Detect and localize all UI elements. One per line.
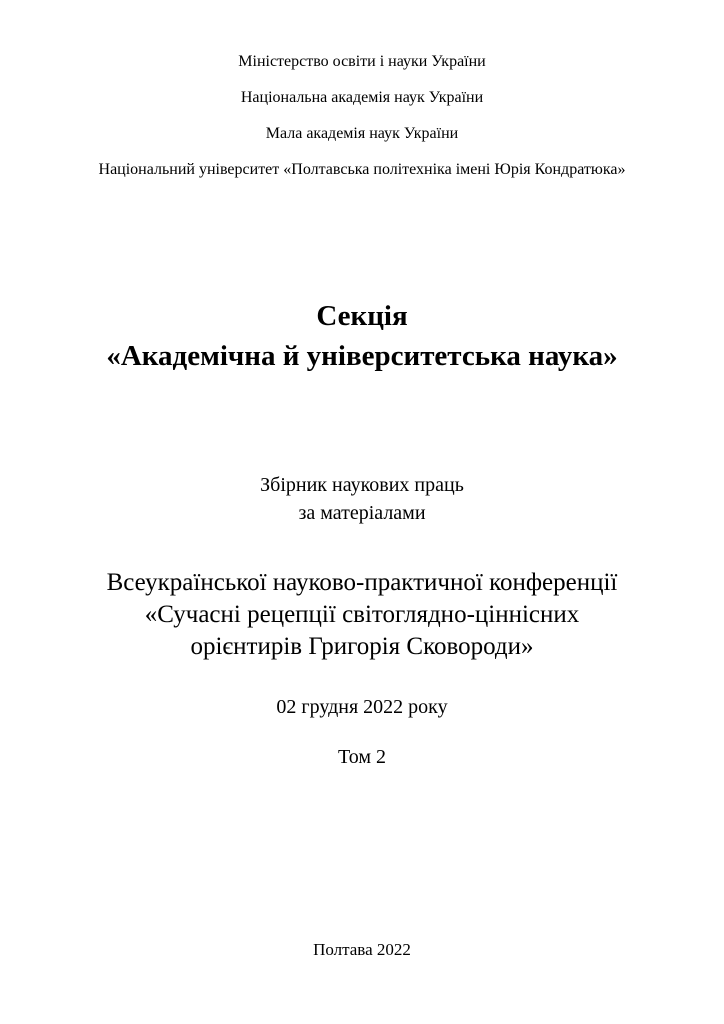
ministry-line: Міністерство освіти і науки України — [238, 53, 486, 70]
conference-name-line-2: орієнтирів Григорія Сковороди» — [190, 633, 534, 660]
section-title — [0, 296, 724, 376]
institutions-header — [0, 44, 724, 188]
volume-label: Том 2 — [338, 746, 386, 768]
section-title-name: «Академічна й університетська наука» — [106, 340, 618, 372]
proceedings-subtitle — [0, 471, 724, 527]
section-title-word: Секція — [316, 300, 408, 332]
conference-date: 02 грудня 2022 року — [276, 696, 448, 718]
proceedings-line: Збірник наукових праць — [260, 474, 464, 496]
conference-type-line: Всеукраїнської науково-практичної конференції — [106, 569, 618, 596]
imprint-footer: Полтава 2022 — [313, 940, 411, 959]
national-academy-line: Національна академія наук України — [240, 89, 484, 106]
university-line: Національний університет «Полтавська політехніка імені Юрія Кондратюка» — [98, 161, 626, 178]
conference-title — [0, 567, 724, 663]
conference-name-line-1: «Сучасні рецепції світоглядно-ціннісних — [144, 601, 580, 628]
materials-line: за матеріалами — [298, 502, 426, 524]
minor-academy-line: Мала академія наук України — [265, 125, 459, 142]
